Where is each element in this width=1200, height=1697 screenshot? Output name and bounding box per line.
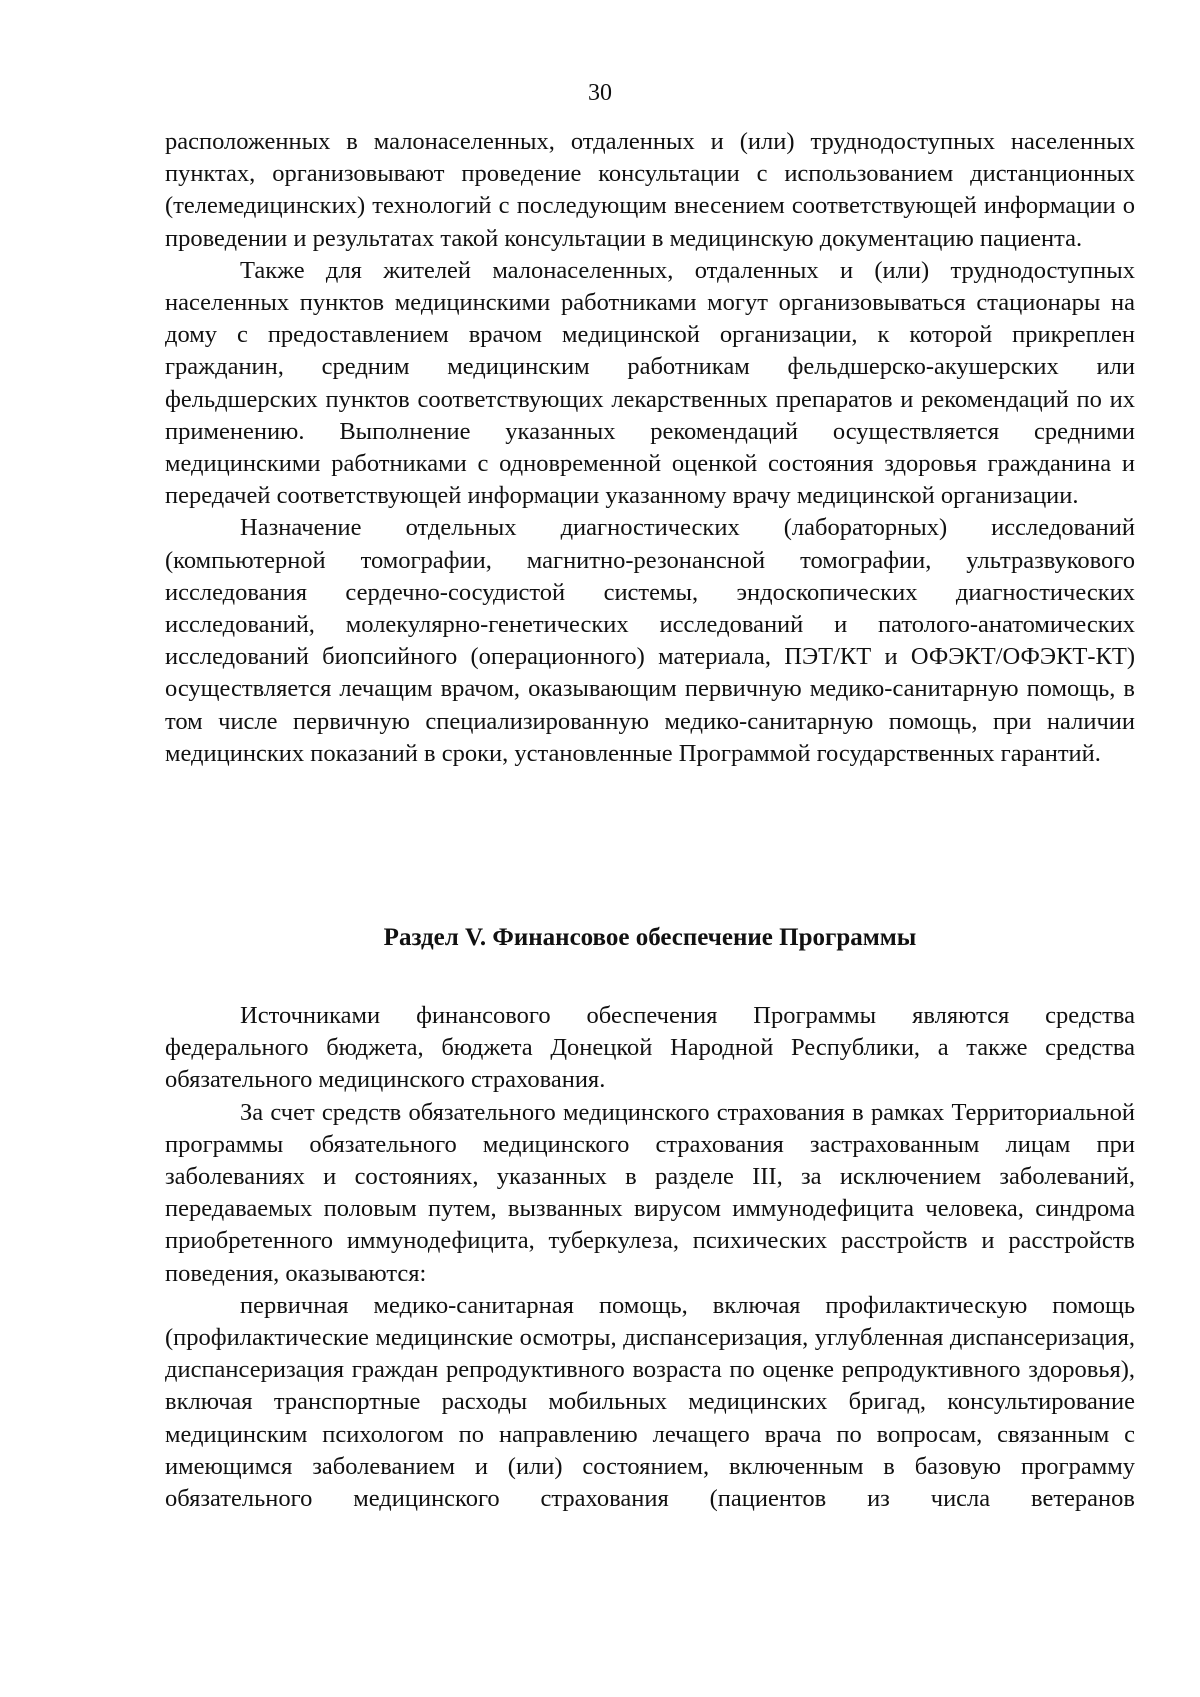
paragraph-primary-care: первичная медико-санитарная помощь, включая профилактическую помощь (профилактические медицинские осмотры, диспансеризация, углубленная диспансеризация, диспансеризация граждан репродуктивного возраста по оценке репродуктивного здоровья), включая транспортные расходы мобильных медицинских бригад, консультирование медицинским психологом по направлению лечащего врача по вопросам, связанным с имеющимся заболеванием и (или) состоянием, включенным в базовую программу обязательного медицинского страхования (пациентов из числа ветеранов [165,1291,1135,1513]
paragraph-consultation-continuation: расположенных в малонаселенных, отдаленных и (или) труднодоступных населенных пунктах, организовывают проведение консультации с использованием дистанционных (телемедицинских) технологий с последующим внесением соответствующей информации о проведении и результатах такой консультации в медицинскую документацию пациента. [165,128,1135,252]
page-number: 30 [588,80,612,106]
paragraph-home-hospitals: Также для жителей малонаселенных, отдаленных и (или) труднодоступных населенных пунктов медицинскими работниками могут организовываться стационары на дому с предоставлением врачом медицинской организации, к которой прикреплен гражданин, средним медицинским работникам фельдшерско-акушерских или фельдшерских пунктов соответствующих лекарственных препаратов и рекомендаций по их применению. Выполнение указанных рекомендаций осуществляется средними медицинскими работниками с одновременной оценкой состояния здоровья гражданина и передачей соответствующей информации указанному врачу медицинской организации. [165,256,1135,510]
body-text-bottom [165,1000,1135,1515]
body-text-top [165,126,1135,770]
paragraph-diagnostic-tests: Назначение отдельных диагностических (лабораторных) исследований (компьютерной томографии, магнитно-резонансной томографии, ультразвукового исследования сердечно-сосудистой системы, эндоскопических диагностических исследований, молекулярно-генетических исследований и патолого-анатомических исследований биопсийного (операционного) материала, ПЭТ/КТ и ОФЭКТ/ОФЭКТ-КТ) осуществляется лечащим врачом, оказывающим первичную медико-санитарную помощь, в том числе первичную специализированную медико-санитарную помощь, при наличии медицинских показаний в сроки, установленные Программой государственных гарантий. [165,514,1135,767]
paragraph-oms-coverage: За счет средств обязательного медицинского страхования в рамках Территориальной программы обязательного медицинского страхования застрахованным лицам при заболеваниях и состояниях, указанных в разделе III, за исключением заболеваний, передаваемых половым путем, вызванных вирусом иммунодефицита человека, синдрома приобретенного иммунодефицита, туберкулеза, психических расстройств и расстройств поведения, оказываются: [165,1098,1135,1287]
paragraph-funding-sources: Источниками финансового обеспечения Программы являются средства федерального бюджета, бюджета Донецкой Народной Республики, а также средства обязательного медицинского страхования. [165,1002,1135,1094]
section-heading: Раздел V. Финансовое обеспечение Программы [383,924,917,951]
